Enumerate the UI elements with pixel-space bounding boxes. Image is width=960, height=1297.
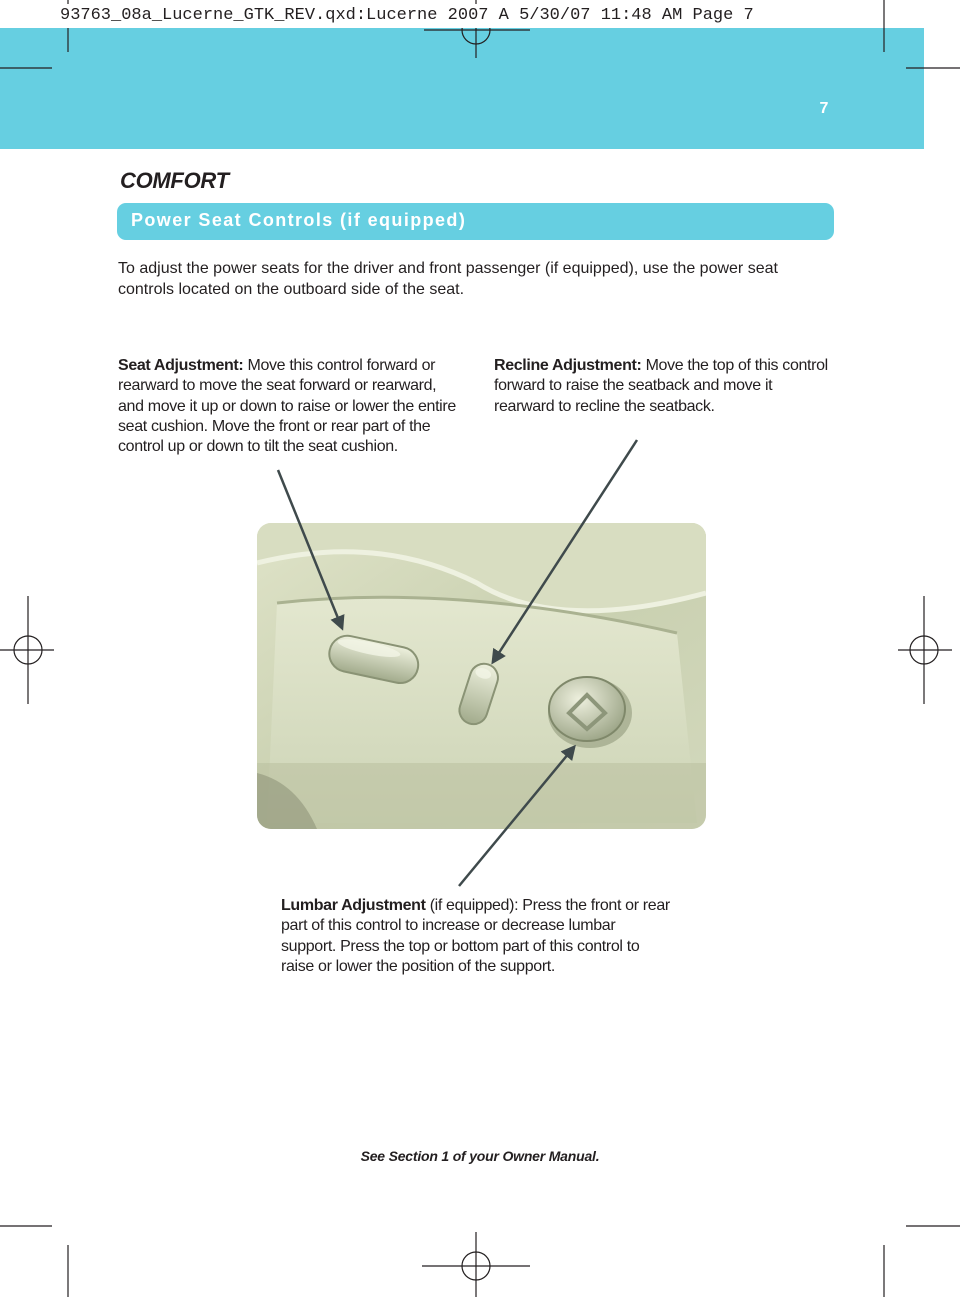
seat-adjustment-label: Seat Adjustment:	[118, 357, 244, 374]
seat-adjustment-arrow	[278, 470, 342, 628]
page-number: 7	[819, 100, 829, 117]
section-title: COMFORT	[120, 168, 229, 193]
footer-note: See Section 1 of your Owner Manual.	[360, 1148, 600, 1164]
file-slug-line: 93763_08a_Lucerne_GTK_REV.qxd:Lucerne 2007 A 5/30/07 11:48 AM Page 7	[52, 4, 762, 28]
intro-paragraph: To adjust the power seats for the driver and front passenger (if equipped), use the power seat controls located on the outboard side of the seat.	[118, 260, 778, 298]
lumbar-adjustment-text: (if equipped): Press the front or rear part of this control to increase or decrease lumbar support. Press the top or bottom part of this control to raise or lower the position of the support.	[281, 897, 670, 975]
recline-adjustment-label: Recline Adjustment:	[494, 357, 642, 374]
seat-adjustment-text: Move this control forward or rearward to move the seat forward or rearward, and move it up or down to raise or lower the entire seat cushion. Move the front or rear part of the control up or down to tilt the seat cushion.	[118, 357, 456, 456]
recline-adjustment-text: Move the top of this control forward to raise the seatback and move it rearward to recline the seatback.	[494, 357, 828, 415]
lumbar-adjustment-arrow	[459, 747, 574, 886]
subhead-title: Power Seat Controls (if equipped)	[131, 210, 467, 230]
lumbar-adjustment-label: Lumbar Adjustment	[281, 897, 426, 914]
recline-adjustment-arrow	[493, 440, 637, 662]
